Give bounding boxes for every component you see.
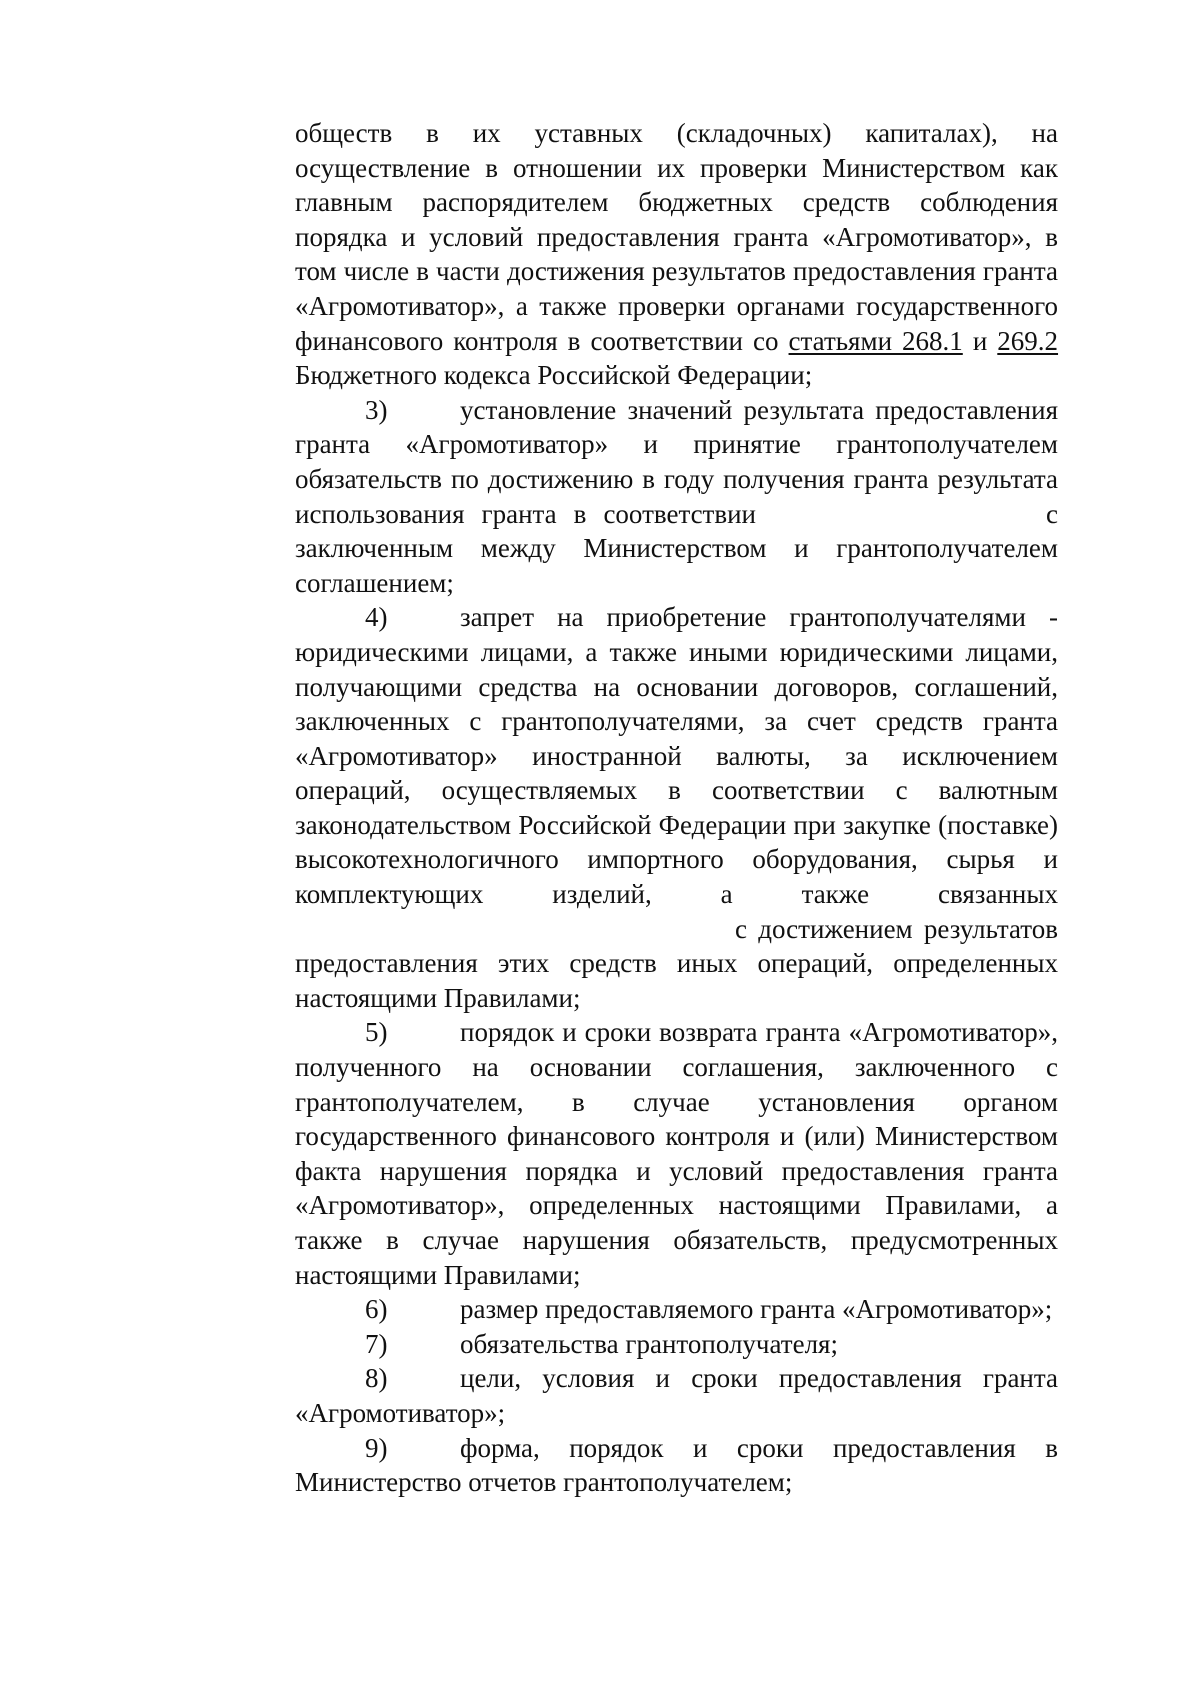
link-article-269-2[interactable]: 269.2 xyxy=(997,325,1059,356)
paragraph-item-8 xyxy=(295,1361,1058,1430)
paragraph-item-3 xyxy=(295,393,1058,601)
intro-text: обществ в их уставных (складочных) капиталах), на осуществление в отношении их проверки Министерством как главным распорядителем бюджетных средств соблюдения порядка и условий предоставления гранта «Агромотиватор», в том числе в части достижения результатов предоставления гранта «Агромотиватор», а также проверки органами государственного финансового контроля в соответствии со xyxy=(295,118,1058,356)
paragraph-item-7 xyxy=(295,1327,1058,1362)
link-article-268-1[interactable]: статьями 268.1 xyxy=(788,325,963,356)
item-number: 4) xyxy=(365,602,388,633)
item-text: форма, порядок и сроки предоставления в Министерство отчетов грантополучателем; xyxy=(295,1432,1058,1498)
paragraph-intro xyxy=(295,116,1058,393)
item-number: 3) xyxy=(365,394,388,425)
paragraph-item-4 xyxy=(295,600,1058,1015)
item-text-cont: с достижением результатов предоставления этих средств иных операций, определенных настоящими Правилами; xyxy=(295,913,1058,1013)
item-number: 7) xyxy=(365,1328,388,1359)
paragraph-item-6 xyxy=(295,1292,1058,1327)
item-text: запрет на приобретение грантополучателями - юридическими лицами, а также иными юридическими лицами, получающими средства на основании договоров, соглашений, заключенных с грантополучателями, за счет средств гранта «Агромотиватор» иностранной валюты, за исключением операций, осуществляемых в соответствии с валютным законодательством Российской Федерации при закупке (поставке) высокотехнологичного импортного оборудования, сырья и комплектующих изделий, а также связанных xyxy=(295,602,1058,910)
item-text: установление значений результата предоставления гранта «Агромотиватор» и принятие грантополучателем обязательств по достижению в году получения гранта результата использования гранта в соответствии xyxy=(295,394,1058,529)
document-body xyxy=(295,116,1058,1500)
item-text: обязательства грантополучателя; xyxy=(460,1328,838,1359)
paragraph-item-9 xyxy=(295,1431,1058,1500)
item-number: 8) xyxy=(365,1363,388,1394)
item-text: размер предоставляемого гранта «Агромотиватор»; xyxy=(460,1294,1053,1325)
paragraph-item-5 xyxy=(295,1015,1058,1292)
item-number: 5) xyxy=(365,1017,388,1048)
intro-and: и xyxy=(972,325,988,356)
item-text: цели, условия и сроки предоставления гранта «Агромотиватор»; xyxy=(295,1363,1058,1428)
item-number: 9) xyxy=(365,1432,388,1463)
intro-text-end: Бюджетного кодекса Российской Федерации; xyxy=(295,360,813,391)
item-text-cont: с заключенным между Министерством и грантополучателем соглашением; xyxy=(295,498,1058,598)
item-number: 6) xyxy=(365,1294,388,1325)
item-text: порядок и сроки возврата гранта «Агромотиватор», полученного на основании соглашения, заключенного с грантополучателем, в случае установления органом государственного финансового контроля и (или) Министерством факта нарушения порядка и условий предоставления гранта «Агромотиватор», определенных настоящими Правилами, а также в случае нарушения обязательств, предусмотренных настоящими Правилами; xyxy=(295,1017,1058,1290)
